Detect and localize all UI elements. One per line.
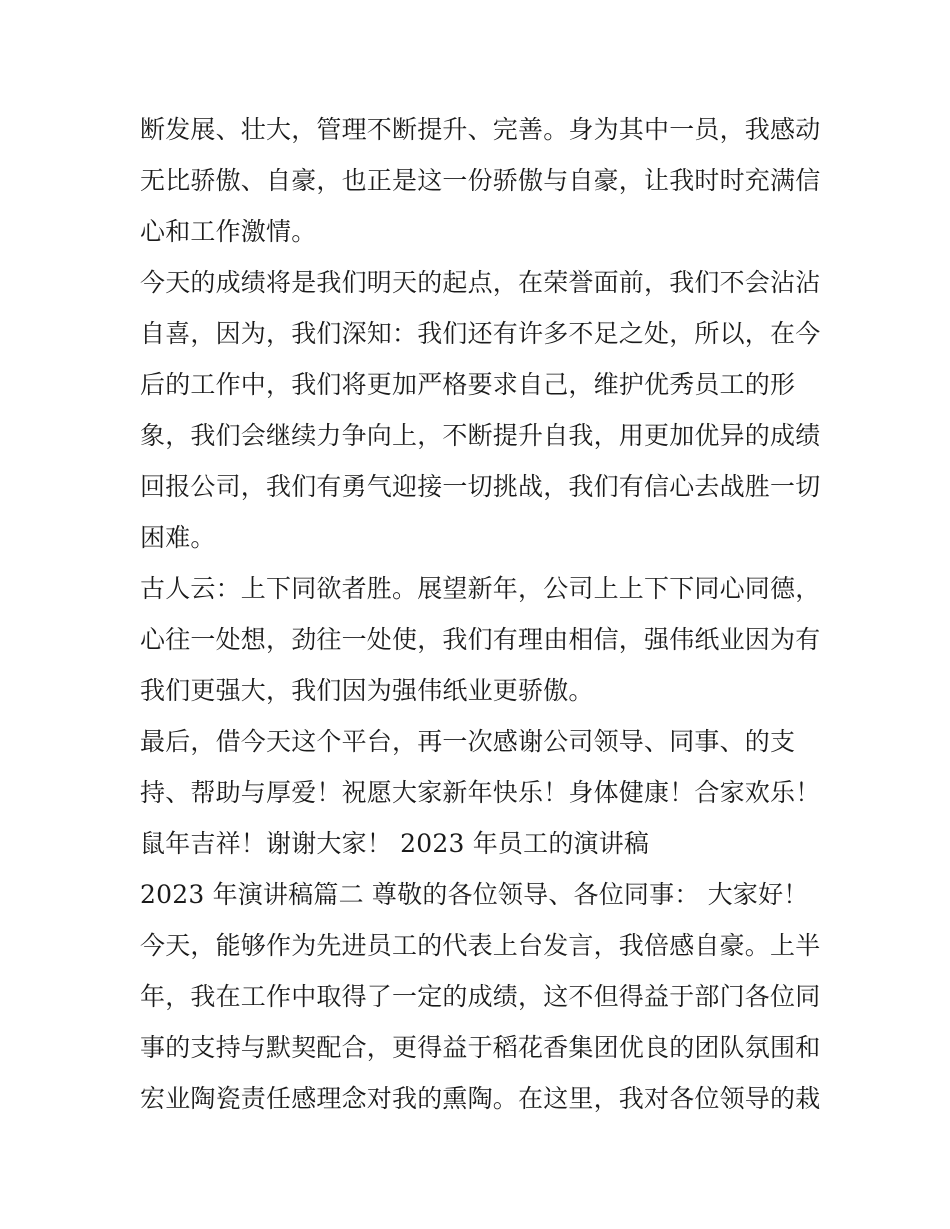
text-line: 心往一处想，劲往一处使，我们有理由相信，强伟纸业因为有 [140,625,821,654]
text-line: 自喜，因为，我们深知：我们还有许多不足之处，所以，在今 [140,319,821,348]
text-line: 我们更强大，我们因为强伟纸业更骄傲。 [140,676,594,705]
text-line: 宏业陶瓷责任感理念对我的熏陶。在这里，我对各位领导的栽 [140,1084,821,1113]
text-line: 回报公司，我们有勇气迎接一切挑战，我们有信心去战胜一切 [140,472,821,501]
text-line: 断发展、壮大，管理不断提升、完善。身为其中一员，我感动 [140,115,821,144]
text-line: 鼠年吉祥！谢谢大家！ 2023 年员工的演讲稿 [140,829,650,858]
text-line: 象，我们会继续力争向上，不断提升自我，用更加优异的成绩 [140,421,821,450]
text-line: 心和工作激情。 [140,217,317,246]
text-line: 持、帮助与厚爱！祝愿大家新年快乐！身体健康！合家欢乐！ [140,778,821,807]
text-line: 今天，能够作为先进员工的代表上台发言，我倍感自豪。上半 [140,931,821,960]
text-line: 古人云：上下同欲者胜。展望新年，公司上上下下同心同德， [140,574,821,603]
text-line: 今天的成绩将是我们明天的起点，在荣誉面前，我们不会沾沾 [140,268,821,297]
text-line: 事的支持与默契配合，更得益于稻花香集团优良的团队氛围和 [140,1033,821,1062]
text-line: 年，我在工作中取得了一定的成绩，这不但得益于部门各位同 [140,982,821,1011]
text-line: 困难。 [140,523,216,552]
text-line: 最后，借今天这个平台，再一次感谢公司领导、同事、的支 [140,727,796,756]
document-body [140,104,830,1124]
text-line: 2023 年演讲稿篇二 尊敬的各位领导、各位同事： 大家好！ [140,880,809,909]
text-line: 后的工作中，我们将更加严格要求自己，维护优秀员工的形 [140,370,796,399]
text-line: 无比骄傲、自豪，也正是这一份骄傲与自豪，让我时时充满信 [140,166,821,195]
